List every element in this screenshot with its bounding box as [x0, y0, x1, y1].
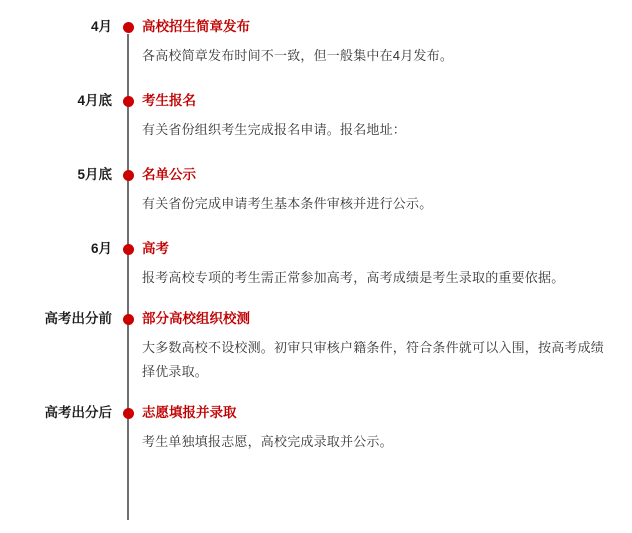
timeline-item-time: 4月: [90, 19, 112, 34]
timeline-item: [0, 240, 632, 290]
timeline-item-content: [142, 18, 632, 68]
timeline-item-title: 志愿填报并录取: [142, 405, 237, 420]
timeline-item-time: 5月底: [77, 167, 112, 182]
timeline-dot-icon: [123, 244, 134, 255]
timeline-item-time: 高考出分后: [44, 405, 112, 420]
timeline-item-description: 各高校简章发布时间不一致，但一般集中在4月发布。: [142, 48, 454, 63]
timeline-item-time: 6月: [90, 241, 112, 256]
timeline-item-description: 有关省份完成申请考生基本条件审核并进行公示。: [142, 196, 433, 211]
timeline-dot-icon: [123, 408, 134, 419]
timeline-item-time: 高考出分前: [44, 311, 112, 326]
timeline-item-title: 高校招生简章发布: [142, 19, 250, 34]
timeline-item: [0, 310, 632, 384]
timeline-dot-icon: [123, 96, 134, 107]
timeline-item-title: 名单公示: [142, 167, 196, 182]
timeline-item: [0, 404, 632, 454]
timeline-item-description: 有关省份组织考生完成报名申请。报名地址：: [142, 122, 407, 137]
timeline-item-content: [142, 240, 632, 290]
timeline-item-title: 考生报名: [142, 93, 196, 108]
timeline-dot-icon: [123, 314, 134, 325]
timeline-item-content: [142, 404, 632, 454]
timeline-item: [0, 18, 632, 68]
spacer: [0, 216, 632, 240]
timeline-dot-icon: [123, 22, 134, 33]
spacer: [0, 142, 632, 166]
timeline-item-title: 高考: [142, 241, 169, 256]
timeline-item-title: 部分高校组织校测: [142, 311, 250, 326]
timeline-item-content: [142, 92, 632, 142]
timeline-dot-icon: [123, 170, 134, 181]
timeline-item: [0, 92, 632, 142]
timeline-item-content: [142, 310, 632, 384]
timeline-item-time: 4月底: [77, 93, 112, 108]
spacer: [0, 384, 632, 404]
timeline-item: [0, 166, 632, 216]
timeline-item-content: [142, 166, 632, 216]
spacer: [0, 290, 632, 310]
timeline-item-description: 大多数高校不设校测。初审只审核户籍条件，符合条件就可以入围，按高考成绩择优录取。: [142, 340, 605, 379]
spacer: [0, 68, 632, 92]
timeline-item-description: 报考高校专项的考生需正常参加高考，高考成绩是考生录取的重要依据。: [142, 270, 565, 285]
timeline-item-description: 考生单独填报志愿，高校完成录取并公示。: [142, 434, 393, 449]
